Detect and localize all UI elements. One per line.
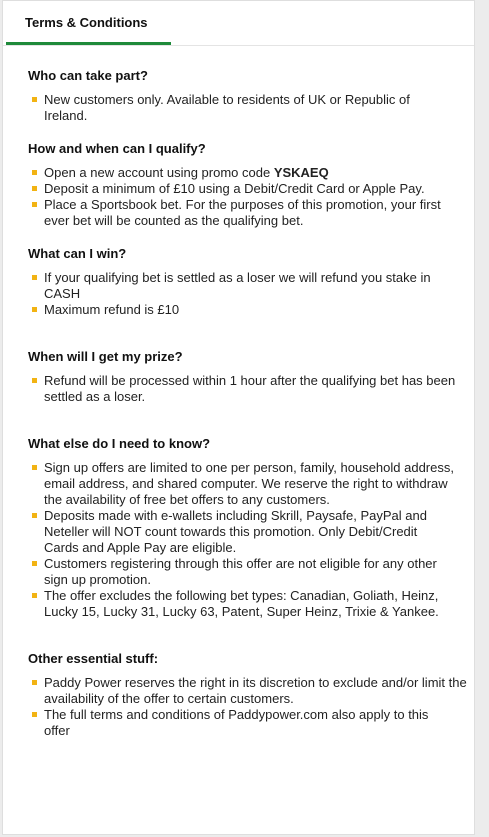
list-item-text: Sign up offers are limited to one per person, family, household address, email address, and shared computer. We reserve the right to withdraw the availability of free bet offers to any customers.: [44, 460, 454, 507]
bullet-icon: [32, 202, 37, 207]
list-item-text: The full terms and conditions of Paddypower.com also apply to this offer: [44, 707, 429, 738]
list-item: [28, 165, 468, 181]
list-item: [28, 92, 454, 124]
list-item-text: Refund will be processed within 1 hour after the qualifying bet has been settled as a loser.: [44, 373, 456, 404]
list-item: [28, 302, 468, 318]
terms-panel: [2, 0, 475, 835]
section-heading: How and when can I qualify?: [28, 141, 206, 156]
list-item-text: Deposit a minimum of £10 using a Debit/Credit Card or Apple Pay.: [44, 181, 425, 196]
bullet-icon: [32, 170, 37, 175]
list-item-text: Place a Sportsbook bet. For the purposes of this promotion, your first ever bet will be counted as the qualifying bet.: [44, 197, 441, 228]
promo-code: YSKAEQ: [273, 165, 329, 180]
list-item: [28, 675, 469, 707]
list-item-text: New customers only. Available to residents of UK or Republic of Ireland.: [44, 92, 410, 123]
bullet-icon: [32, 378, 37, 383]
list-item-text: Paddy Power reserves the right in its discretion to exclude and/or limit the availability of the offer to certain customers.: [44, 675, 467, 706]
bullet-icon: [32, 465, 37, 470]
section-other-stuff: [28, 650, 468, 739]
section-what-can-i-win: [28, 245, 468, 318]
section-heading: What can I win?: [28, 246, 127, 261]
list-item-text: The offer excludes the following bet types: Canadian, Goliath, Heinz, Lucky 15, Lucky 31, Lucky 63, Patent, Super Heinz, Trixie & Yankee.: [44, 588, 439, 619]
list-item: [28, 373, 474, 405]
terms-content: [28, 67, 468, 739]
list-item-text: If your qualifying bet is settled as a loser we will refund you stake in CASH: [44, 270, 431, 301]
bullet-icon: [32, 712, 37, 717]
bullet-icon: [32, 513, 37, 518]
list-item-text: Customers registering through this offer are not eligible for any other sign up promotion.: [44, 556, 437, 587]
tab-terms-and-conditions[interactable]: [6, 1, 171, 45]
section-heading: When will I get my prize?: [28, 349, 183, 364]
bullet-icon: [32, 275, 37, 280]
bullet-list: [28, 460, 468, 620]
section-heading: Other essential stuff:: [28, 651, 159, 666]
section-heading: Who can take part?: [28, 68, 148, 83]
list-item-text: Maximum refund is £10: [44, 302, 180, 317]
bullet-icon: [32, 307, 37, 312]
list-item: [28, 460, 454, 508]
list-item: [28, 181, 434, 197]
section-when-prize: [28, 348, 468, 405]
section-how-to-qualify: [28, 140, 468, 229]
tab-label: Terms & Conditions: [25, 15, 148, 30]
bullet-list: [28, 270, 468, 318]
list-item: [28, 197, 469, 229]
bullet-icon: [32, 561, 37, 566]
bullet-icon: [32, 593, 37, 598]
list-item: [28, 588, 469, 620]
section-heading: What else do I need to know?: [28, 436, 211, 451]
section-what-else: [28, 435, 468, 620]
list-item: [28, 270, 464, 302]
bullet-list: [28, 373, 468, 405]
bullet-icon: [32, 186, 37, 191]
bullet-icon: [32, 97, 37, 102]
bullet-icon: [32, 680, 37, 685]
list-item-text: Deposits made with e-wallets including Skrill, Paysafe, PayPal and Neteller will NOT count towards this promotion. Only Debit/Credit Cards and Apple Pay are eligible.: [44, 508, 427, 555]
bullet-list: [28, 92, 468, 124]
section-who-can-take-part: [28, 67, 468, 124]
list-item-text: Open a new account using promo code: [44, 165, 274, 180]
bullet-list: [28, 675, 468, 739]
list-item: [28, 556, 454, 588]
list-item: [28, 508, 454, 556]
list-item: [28, 707, 454, 739]
tab-bar: [3, 1, 474, 46]
bullet-list: [28, 165, 468, 229]
